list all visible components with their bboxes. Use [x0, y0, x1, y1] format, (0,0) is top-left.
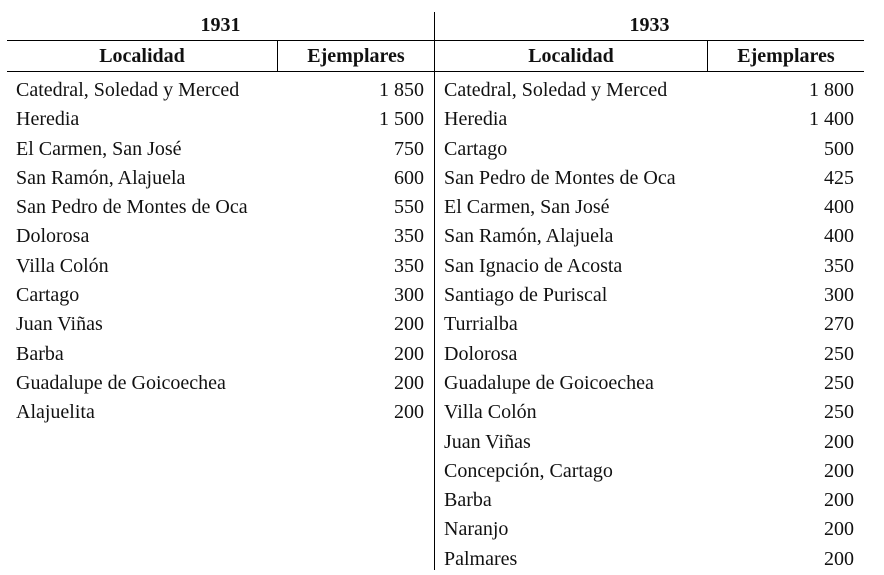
location-cell: San Ramón, Alajuela	[16, 166, 186, 189]
location-cell: Dolorosa	[16, 225, 90, 248]
table-row	[435, 369, 864, 398]
location-cell: Alajuelita	[16, 401, 95, 424]
column-header-copies: Ejemplares	[307, 45, 405, 67]
copies-cell: 200	[394, 342, 424, 365]
copies-cell: 300	[394, 284, 424, 307]
table-body	[435, 72, 864, 574]
table-row	[435, 340, 864, 369]
table-row	[7, 105, 434, 134]
year-heading-1933: 1933	[629, 14, 670, 36]
copies-cell: 350	[394, 225, 424, 248]
table-row	[435, 135, 864, 164]
table-row	[7, 164, 434, 193]
copies-cell: 200	[824, 547, 854, 570]
table-row	[7, 369, 434, 398]
copies-cell: 400	[824, 196, 854, 219]
column-header-location: Localidad	[99, 45, 185, 67]
location-cell: San Pedro de Montes de Oca	[444, 166, 676, 189]
location-cell: El Carmen, San José	[16, 137, 182, 160]
table-row	[7, 76, 434, 105]
table-1931	[7, 10, 434, 428]
table-body	[7, 72, 434, 428]
table-row	[435, 252, 864, 281]
table-row	[7, 135, 434, 164]
copies-cell: 270	[824, 313, 854, 336]
table-row	[7, 193, 434, 222]
copies-cell: 1 500	[379, 108, 424, 131]
location-cell: Turrialba	[444, 313, 518, 336]
copies-cell: 300	[824, 284, 854, 307]
copies-cell: 500	[824, 137, 854, 160]
table-row	[435, 398, 864, 427]
location-cell: Naranjo	[444, 518, 509, 541]
table-row	[435, 105, 864, 134]
copies-cell: 600	[394, 166, 424, 189]
table-1933	[435, 10, 864, 574]
copies-cell: 425	[824, 166, 854, 189]
location-cell: Cartago	[16, 284, 80, 307]
table-row	[7, 310, 434, 339]
copies-cell: 200	[394, 401, 424, 424]
location-cell: Guadalupe de Goicoechea	[444, 371, 654, 394]
copies-cell: 200	[824, 459, 854, 482]
table-row	[7, 340, 434, 369]
location-cell: Santiago de Puriscal	[444, 284, 608, 307]
table-row	[435, 193, 864, 222]
table-row	[7, 398, 434, 427]
table-row	[435, 515, 864, 544]
copies-cell: 1 800	[809, 79, 854, 101]
location-cell: Villa Colón	[444, 401, 537, 424]
table-row	[7, 222, 434, 251]
copies-cell: 200	[394, 313, 424, 336]
table-row	[435, 222, 864, 251]
table-row	[435, 310, 864, 339]
location-cell: Juan Viñas	[16, 313, 103, 336]
location-cell: San Ramón, Alajuela	[444, 225, 614, 248]
copies-cell: 200	[824, 518, 854, 541]
location-cell: Juan Viñas	[444, 430, 531, 453]
location-cell: Palmares	[444, 547, 518, 570]
copies-cell: 550	[394, 196, 424, 219]
location-cell: Catedral, Soledad y Merced	[16, 79, 240, 101]
location-cell: Cartago	[444, 137, 508, 160]
copies-cell: 350	[394, 254, 424, 277]
copies-cell: 250	[824, 342, 854, 365]
location-cell: Barba	[444, 489, 492, 512]
location-cell: San Pedro de Montes de Oca	[16, 196, 248, 219]
table-row	[435, 428, 864, 457]
copies-cell: 250	[824, 371, 854, 394]
location-cell: Heredia	[16, 108, 80, 131]
location-cell: El Carmen, San José	[444, 196, 610, 219]
table-row	[435, 76, 864, 105]
copies-cell: 200	[824, 489, 854, 512]
location-cell: San Ignacio de Acosta	[444, 254, 623, 277]
location-cell: Concepción, Cartago	[444, 459, 613, 482]
table-row	[7, 252, 434, 281]
table-row	[435, 486, 864, 515]
table-row	[435, 281, 864, 310]
location-cell: Heredia	[444, 108, 508, 131]
location-cell: Dolorosa	[444, 342, 518, 365]
location-cell: Barba	[16, 342, 64, 365]
location-cell: Catedral, Soledad y Merced	[444, 79, 668, 101]
copies-cell: 750	[394, 137, 424, 160]
table-row	[435, 545, 864, 574]
table-row	[7, 281, 434, 310]
column-header-row	[435, 41, 864, 71]
copies-cell: 350	[824, 254, 854, 277]
copies-cell: 1 850	[379, 79, 424, 101]
location-cell: Guadalupe de Goicoechea	[16, 371, 226, 394]
year-heading-1931: 1931	[200, 14, 241, 36]
table-row	[435, 457, 864, 486]
column-header-location: Localidad	[528, 45, 614, 67]
location-cell: Villa Colón	[16, 254, 109, 277]
copies-cell: 250	[824, 401, 854, 424]
copies-cell: 400	[824, 225, 854, 248]
table-row	[435, 164, 864, 193]
copies-cell: 200	[394, 371, 424, 394]
copies-cell: 200	[824, 430, 854, 453]
copies-cell: 1 400	[809, 108, 854, 131]
column-header-copies: Ejemplares	[737, 45, 835, 67]
column-header-row	[7, 41, 434, 71]
